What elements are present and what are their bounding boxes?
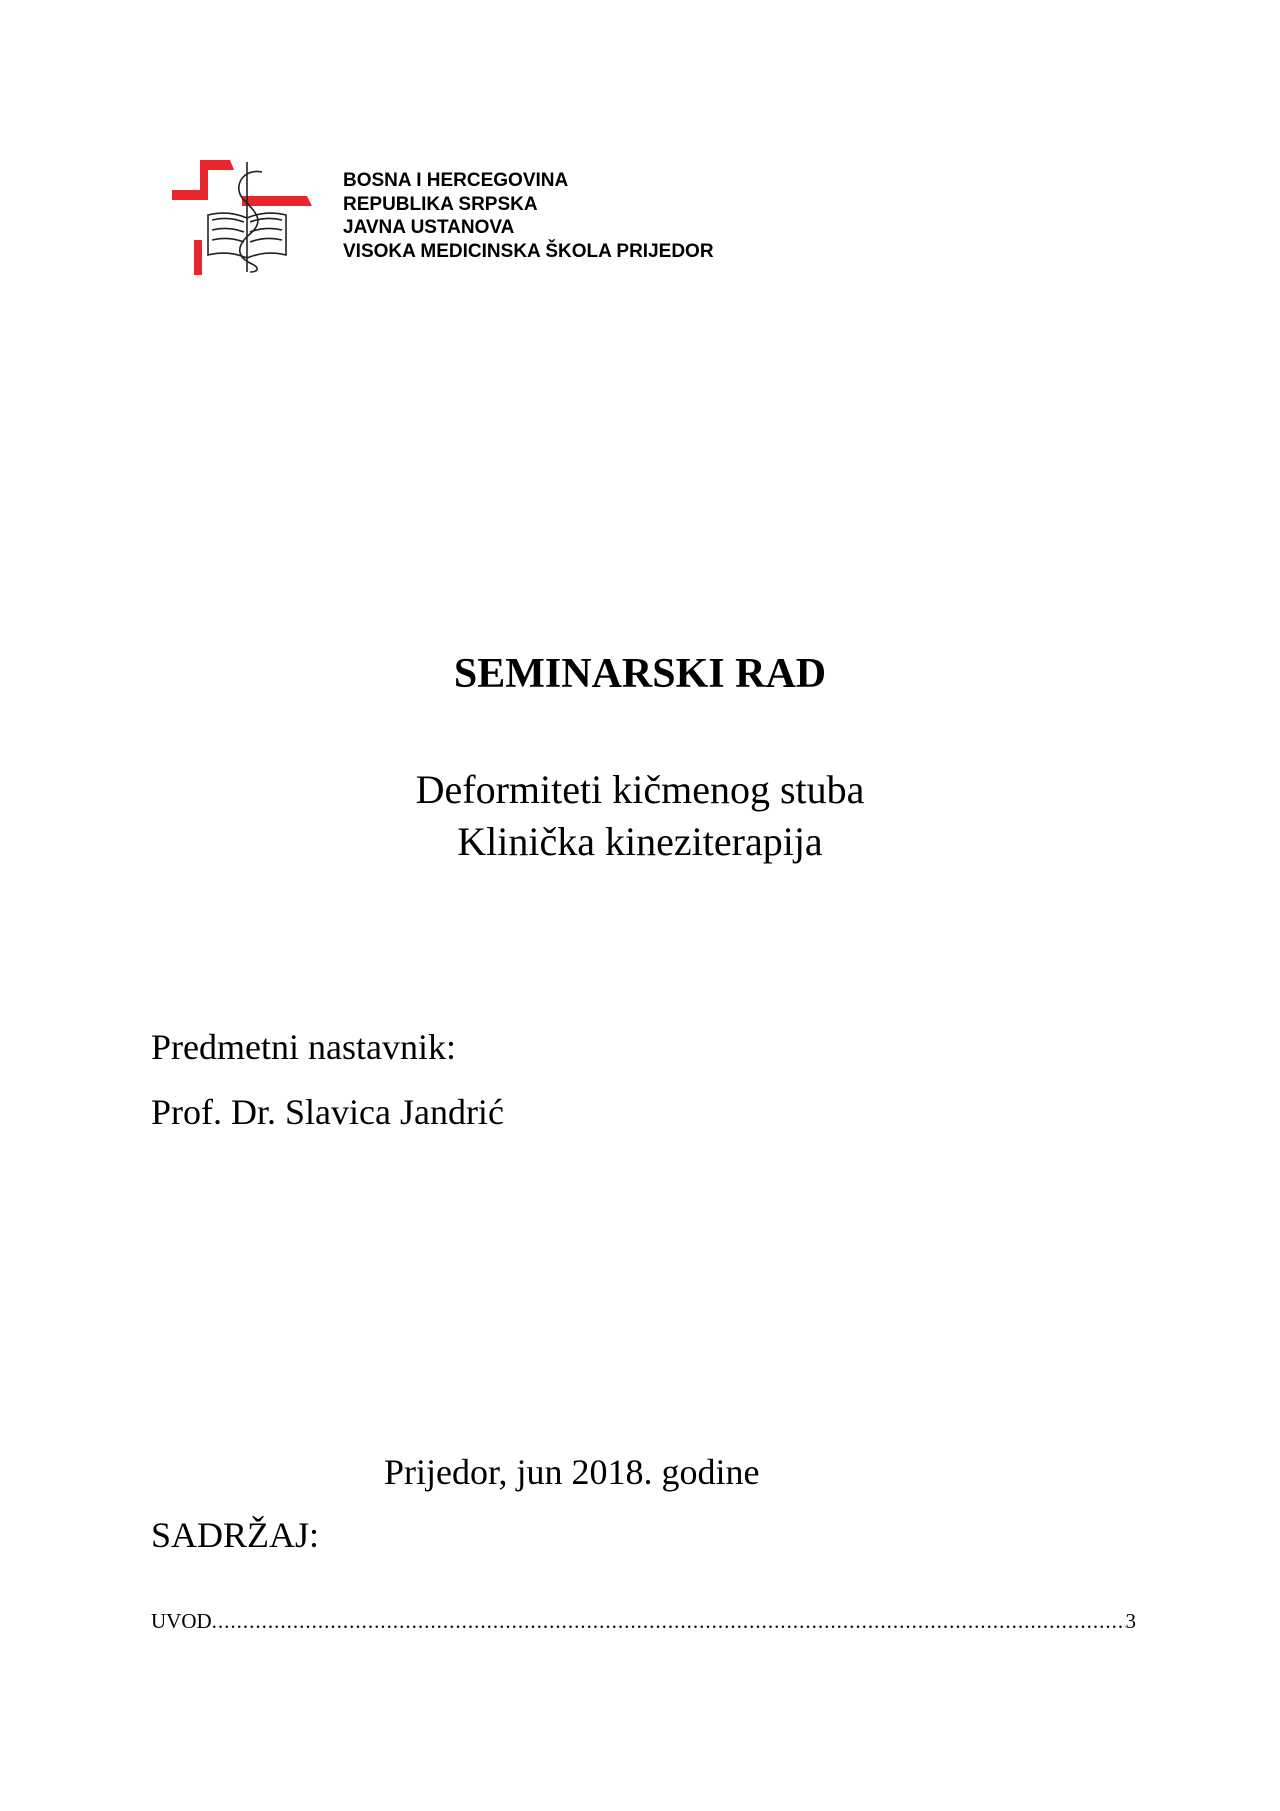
book-and-snake-icon [208,162,286,272]
subtitle-course: Klinička kineziterapija [457,819,823,864]
document-title: SEMINARSKI RAD [453,651,827,697]
toc-entry-label: UVOD [151,1609,212,1633]
teacher-name: Prof. Dr. Slavica Jandrić [151,1092,504,1132]
toc-heading: SADRŽAJ: [151,1515,320,1555]
toc-leader-dots [212,1609,1126,1634]
school-logo [172,160,312,275]
toc-entry-page: 3 [1125,1609,1136,1633]
institution-header [343,169,714,263]
institution-line: BOSNA I HERCEGOVINA [343,170,569,191]
toc-entry[interactable] [151,1609,1136,1634]
institution-line: REPUBLIKA SRPSKA [343,193,538,215]
place-date: Prijedor, jun 2018. godine [384,1452,760,1492]
institution-line: JAVNA USTANOVA [343,217,515,238]
teacher-label: Predmetni nastavnik: [151,1027,456,1067]
subtitle-topic: Deformiteti kičmenog stuba [415,767,865,812]
institution-line: VISOKA MEDICINSKA ŠKOLA PRIJEDOR [343,240,714,262]
